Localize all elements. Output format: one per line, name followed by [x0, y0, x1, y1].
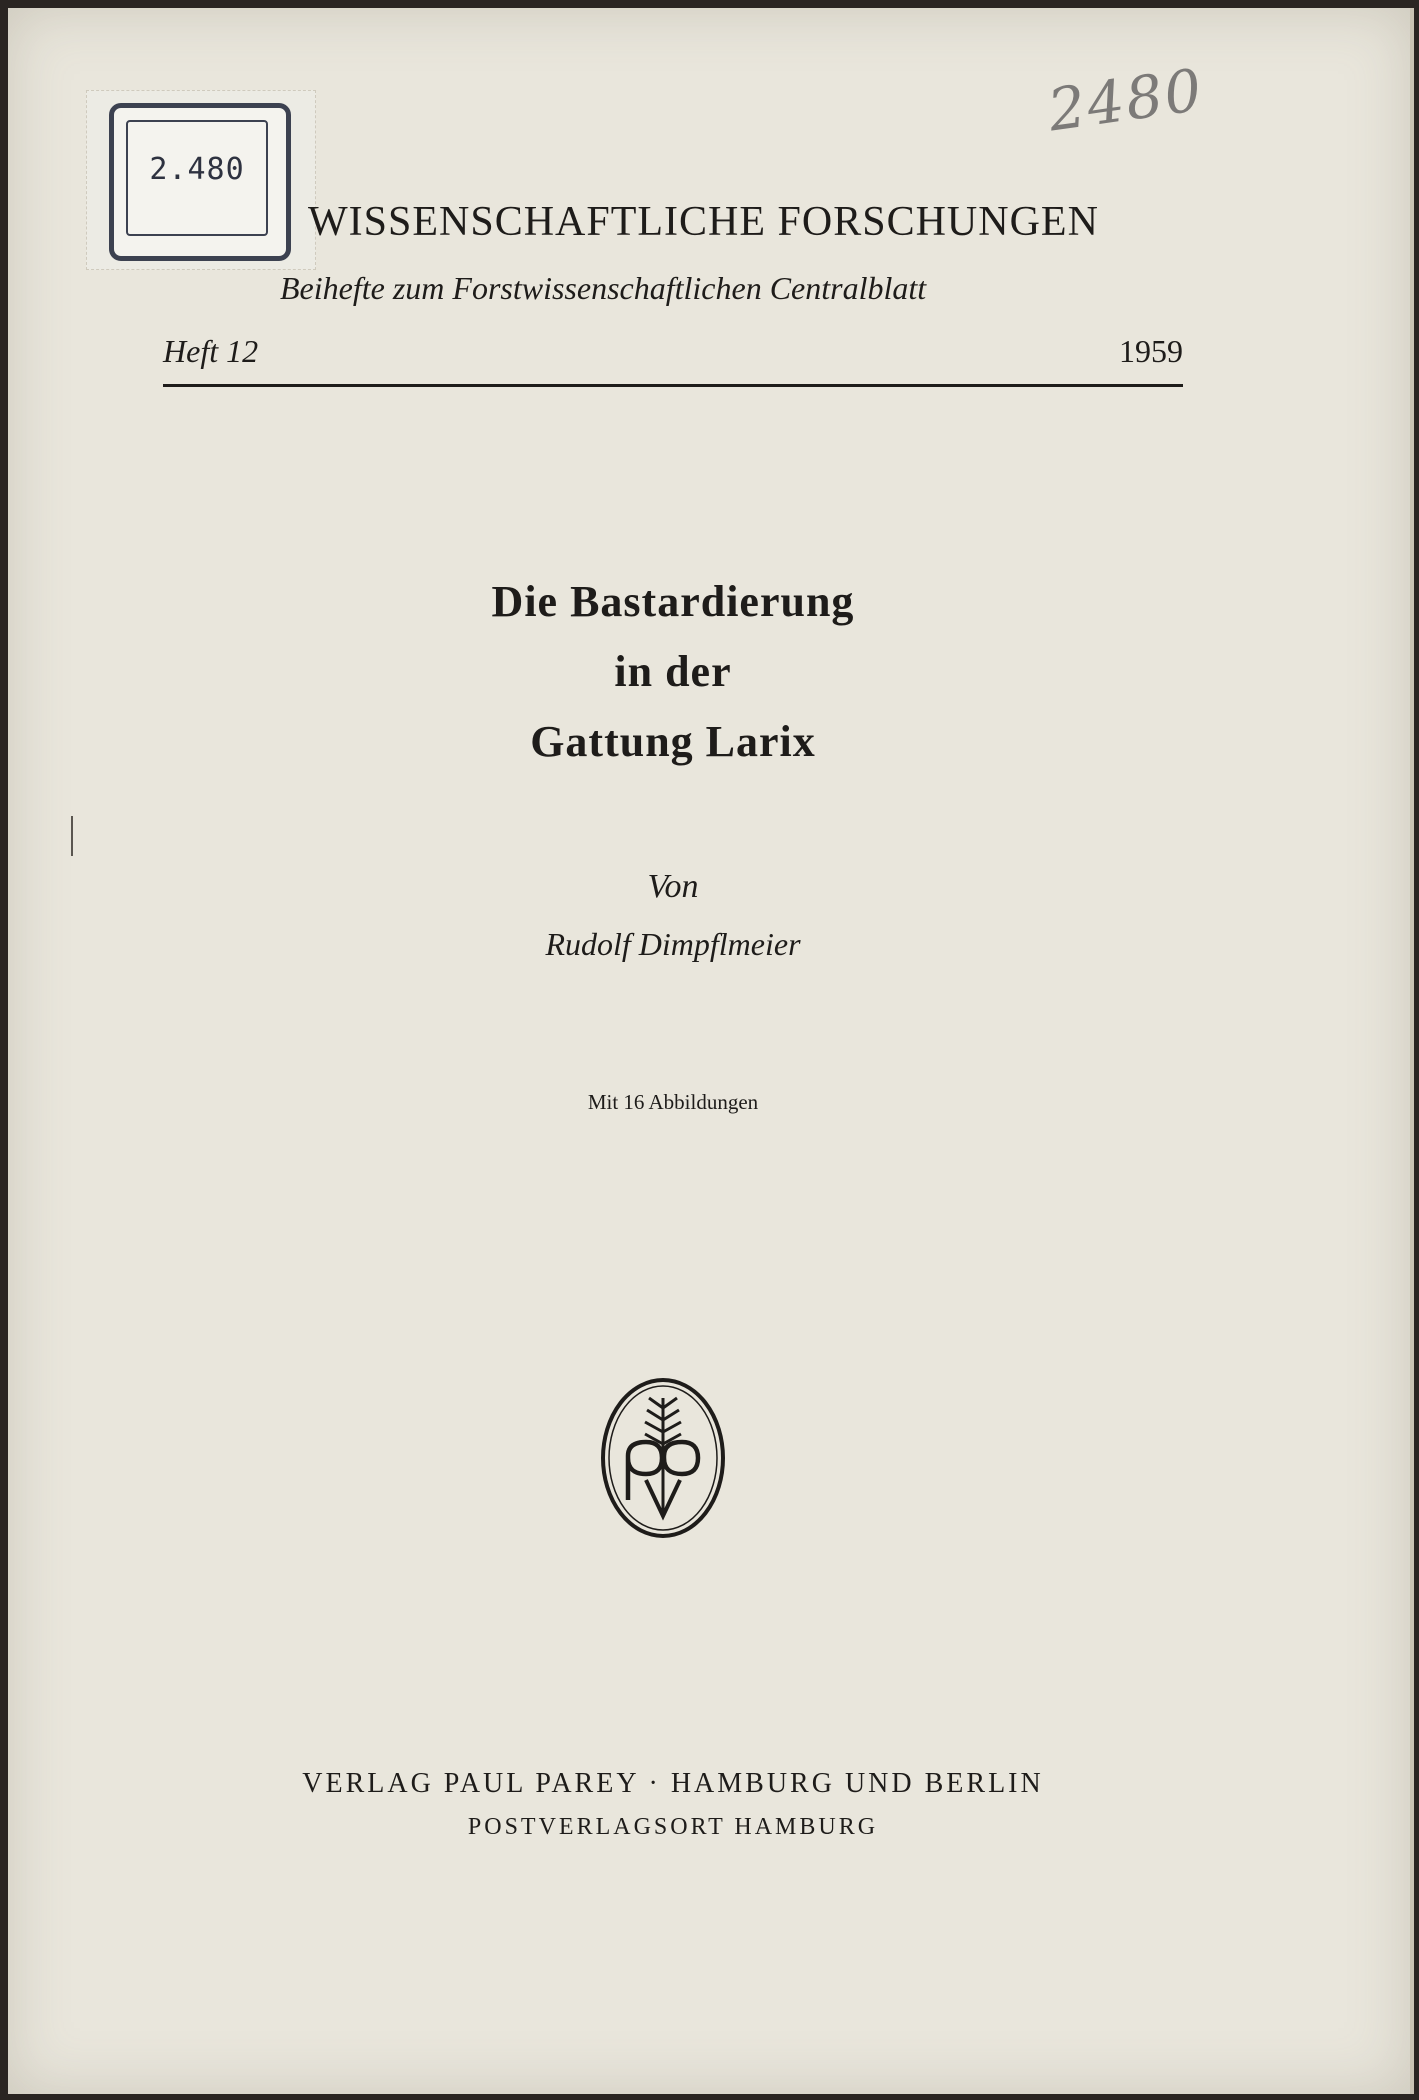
- book-title-line-3: Gattung Larix: [530, 717, 816, 766]
- library-label-sticker: [86, 90, 316, 270]
- handwritten-note: 2480: [1044, 55, 1208, 145]
- issue-number: Heft 12: [163, 333, 259, 369]
- library-label-frame: [109, 103, 291, 261]
- book-title-line-1: Die Bastardierung: [491, 577, 855, 626]
- author-name: Rudolf Dimpflmeier: [545, 926, 801, 962]
- spine-mark: [71, 816, 73, 856]
- book-title-line-2: in der: [614, 647, 732, 696]
- library-label-number: 2.480: [149, 152, 245, 187]
- issue-year: 1959: [1119, 333, 1183, 369]
- postal-line: POSTVERLAGSORT HAMBURG: [467, 1814, 879, 1840]
- figures-note: Mit 16 Abbildungen: [587, 1090, 759, 1114]
- series-subtitle: Beihefte zum Forstwissenschaftlichen Centralblatt: [280, 270, 927, 306]
- series-title: WISSENSCHAFTLICHE FORSCHUNGEN: [308, 199, 1099, 245]
- header-rule: [163, 384, 1183, 387]
- book-cover-page: [8, 8, 1414, 2094]
- library-label-inner: [126, 120, 268, 236]
- publisher-emblem-icon: [598, 1376, 728, 1541]
- by-line: Von: [647, 868, 699, 905]
- publisher-line: VERLAG PAUL PAREY · HAMBURG UND BERLIN: [302, 1768, 1044, 1799]
